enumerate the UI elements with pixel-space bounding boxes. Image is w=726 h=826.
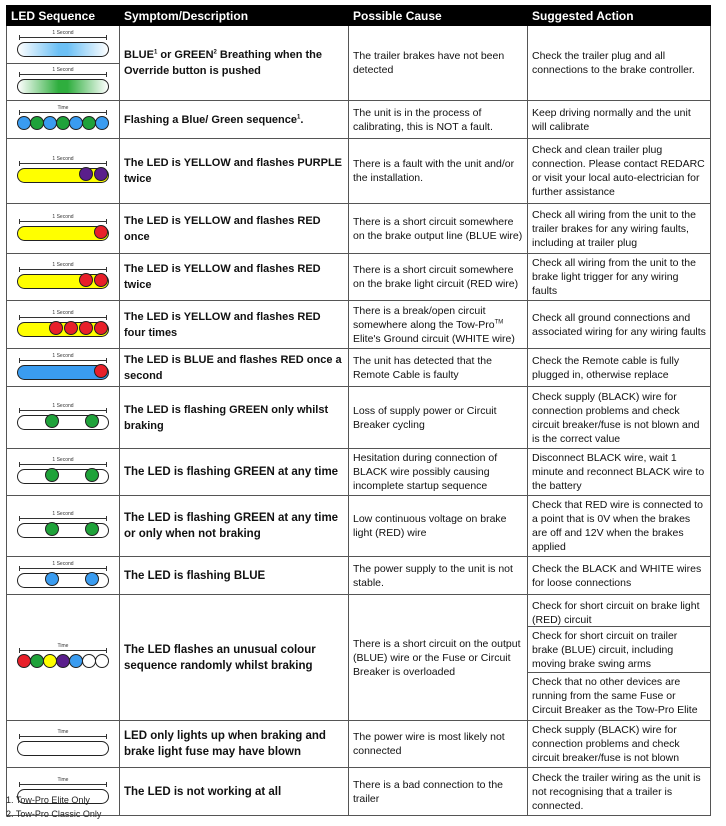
led-sequence-breathing-green (7, 64, 120, 101)
led-dot-green (30, 654, 44, 668)
led-sequence (7, 139, 120, 204)
time-scale (19, 112, 107, 113)
led-bar (17, 42, 109, 57)
time-scale (19, 317, 107, 318)
time-scale (19, 464, 107, 465)
time-scale-label: 1 Second (52, 511, 74, 517)
led-dot-blue (45, 572, 59, 586)
cause-cell: Hesitation during connection of BLACK wire possibly causing incomplete startup sequence (349, 449, 528, 496)
action-item: Check for short circuit on trailer brake (BLUE) circuit, including moving brake swing arms (528, 626, 710, 672)
led-troubleshooting-table (6, 5, 711, 816)
cause-cell: Loss of supply power or Circuit Breaker cycling (349, 387, 528, 449)
led-diagram (17, 560, 109, 588)
led-dot-green (85, 522, 99, 536)
time-scale-label: 1 Second (52, 262, 74, 268)
table-row (7, 768, 711, 816)
time-scale (19, 784, 107, 785)
led-dot-red (94, 321, 108, 335)
led-diagram-green (17, 67, 109, 94)
led-dot-green (85, 468, 99, 482)
action-cell: Check supply (BLACK) wire for connection problems and check circuit breaker/fuse is not blown (528, 721, 711, 768)
time-scale (19, 518, 107, 519)
table-row (7, 26, 711, 64)
led-dot-off (95, 654, 109, 668)
led-diagram (17, 156, 109, 183)
led-bar-off (17, 741, 109, 756)
symptom-cell: The LED is YELLOW and flashes RED twice (120, 254, 349, 301)
table-row (7, 301, 711, 349)
led-dot-red (94, 225, 108, 239)
led-sequence (7, 557, 120, 595)
symptom-text: BLUE (124, 49, 154, 61)
header-led-sequence: LED Sequence (7, 6, 120, 26)
footnote-1: 1. Tow-Pro Elite Only (6, 795, 90, 805)
symptom-cell: The LED is YELLOW and flashes RED four times (120, 301, 349, 349)
led-dot-red (79, 273, 93, 287)
header-cause: Possible Cause (349, 6, 528, 26)
led-dot-red (94, 364, 108, 378)
action-cell: Check the Remote cable is fully plugged in, otherwise replace (528, 349, 711, 387)
time-scale-label: 1 Second (52, 402, 74, 409)
table-row (7, 139, 711, 204)
led-diagram (17, 457, 109, 484)
table-row (7, 449, 711, 496)
led-diagram (17, 309, 109, 337)
led-dot-green (45, 414, 59, 428)
cause-cell: There is a bad connection to the trailer (349, 768, 528, 816)
footnote-2: 2. Tow-Pro Classic Only (6, 809, 102, 819)
led-bar (17, 79, 109, 94)
led-diagram (17, 213, 109, 241)
table-row (7, 254, 711, 301)
led-dot-purple (94, 167, 108, 181)
time-scale-label: 1 Second (52, 457, 74, 463)
led-dot-green (30, 116, 44, 130)
cause-cell: There is a short circuit on the output (BLUE) wire or the Fuse or Circuit Breaker is overloaded (349, 595, 528, 721)
time-scale-label: 1 Second (52, 560, 74, 567)
led-diagram-blue (17, 29, 109, 57)
header-action: Suggested Action (528, 6, 711, 26)
symptom-cell: The LED is flashing GREEN at any time (120, 449, 349, 496)
footnote-ref: 1 (153, 49, 158, 56)
led-sequence (7, 496, 120, 557)
led-dot-green (56, 116, 70, 130)
time-scale-label: Time (57, 642, 69, 649)
symptom-cell: The LED is YELLOW and flashes RED once (120, 204, 349, 254)
table-row (7, 204, 711, 254)
symptom-cell: The LED is flashing GREEN only whilst braking (120, 387, 349, 449)
led-sequence (7, 301, 120, 349)
time-scale (19, 360, 107, 361)
symptom-cell: LED only lights up when braking and brake light fuse may have blown (120, 721, 349, 768)
led-diagram (17, 352, 109, 380)
action-cell: Check the trailer plug and all connections to the brake controller. (528, 26, 711, 101)
time-scale (19, 221, 107, 222)
action-cell: Check supply (BLACK) wire for connection problems and check circuit breaker/fuse is not blown and is the correct value (528, 387, 711, 449)
symptom-cell (120, 26, 349, 101)
symptom-cell: The LED is YELLOW and flashes PURPLE twice (120, 139, 349, 204)
time-scale (19, 37, 107, 38)
led-dot-red (94, 273, 108, 287)
led-dot-yellow (43, 654, 57, 668)
led-sequence (7, 721, 120, 768)
symptom-text: or GREEN (157, 49, 214, 61)
led-dot-off (82, 654, 96, 668)
cause-cell: There is a short circuit somewhere on the brake light circuit (RED wire) (349, 254, 528, 301)
action-cell: Check all wiring from the unit to the brake light trigger for any wiring faults (528, 254, 711, 301)
time-scale (19, 568, 107, 569)
action-cell: Check all wiring from the unit to the trailer brakes for any wiring faults, including at trailer plug (528, 204, 711, 254)
led-dot-blue (43, 116, 57, 130)
cause-cell: The trailer brakes have not been detected (349, 26, 528, 101)
time-scale-label: 1 Second (52, 309, 74, 316)
led-sequence (7, 387, 120, 449)
cause-cell: There is a fault with the unit and/or the installation. (349, 139, 528, 204)
time-scale (19, 74, 107, 75)
led-dot-green (82, 116, 96, 130)
led-dot-green (45, 522, 59, 536)
symptom-cell: The LED is BLUE and flashes RED once a second (120, 349, 349, 387)
header-symptom: Symptom/Description (120, 6, 349, 26)
time-scale (19, 736, 107, 737)
led-diagram (17, 104, 109, 132)
led-dot-blue (85, 572, 99, 586)
led-sequence (7, 254, 120, 301)
led-dot-blue (95, 116, 109, 130)
led-sequence (7, 349, 120, 387)
symptom-cell: The LED is flashing GREEN at any time or only when not braking (120, 496, 349, 557)
led-dot-red (49, 321, 63, 335)
action-cell: Check and clean trailer plug connection. Please contact REDARC or visit your local auto-electrician for further assistance (528, 139, 711, 204)
cause-text: Elite's Ground circuit (WHITE wire) (353, 332, 515, 345)
action-cell: Disconnect BLACK wire, wait 1 minute and reconnect BLACK wire to the battery (528, 449, 711, 496)
led-dot-purple (56, 654, 70, 668)
footnote-ref: 2 (213, 49, 217, 56)
table-row (7, 496, 711, 557)
action-cell: Check the trailer wiring as the unit is not recognising that a trailer is connected. (528, 768, 711, 816)
footnote-ref: 1 (297, 113, 301, 120)
cause-cell: The unit has detected that the Remote Cable is faulty (349, 349, 528, 387)
time-scale (19, 269, 107, 270)
action-item: Check that no other devices are running from the same Fuse or Circuit Breaker as the Tow-Pro Elite (528, 672, 710, 718)
table-header-row (7, 6, 711, 26)
led-diagram (17, 642, 109, 670)
table-row (7, 595, 711, 721)
cause-cell: There is a short circuit somewhere on the brake output line (BLUE wire) (349, 204, 528, 254)
time-scale-label: 1 Second (52, 67, 74, 73)
action-cell: Check the BLACK and WHITE wires for loose connections (528, 557, 711, 595)
time-scale-label: Time (57, 729, 69, 735)
led-sequence (7, 595, 120, 721)
cause-cell: Low continuous voltage on brake light (RED) wire (349, 496, 528, 557)
led-dot-blue (69, 654, 83, 668)
led-dot-red (64, 321, 78, 335)
table-row (7, 101, 711, 139)
led-dot-green (45, 468, 59, 482)
led-dot-green (85, 414, 99, 428)
time-scale (19, 650, 107, 651)
symptom-cell: The LED is not working at all (120, 768, 349, 816)
led-sequence (7, 449, 120, 496)
table-row (7, 387, 711, 449)
action-cell: Check all ground connections and associated wiring for any wiring faults (528, 301, 711, 349)
time-scale-label: 1 Second (52, 213, 74, 220)
time-scale (19, 163, 107, 164)
table-row (7, 349, 711, 387)
action-cell: Check that RED wire is connected to a point that is 0V when the brakes are off and 12V when the brakes applied (528, 496, 711, 557)
cause-text: There is a break/open circuit somewhere along the Tow-Pro (353, 304, 495, 331)
action-cell: Keep driving normally and the unit will calibrate (528, 101, 711, 139)
symptom-text: Breathing when the Override button is pushed (124, 49, 322, 77)
led-sequence-blue-green (7, 101, 120, 139)
time-scale-label: Time (57, 776, 69, 783)
led-dot-blue (17, 116, 31, 130)
led-sequence-breathing-blue (7, 26, 120, 64)
led-dot-red (17, 654, 31, 668)
time-scale-label: 1 Second (52, 352, 74, 359)
symptom-cell: The LED is flashing BLUE (120, 557, 349, 595)
led-diagram (17, 511, 109, 538)
cause-cell (349, 301, 528, 349)
led-dot-purple (79, 167, 93, 181)
action-item: Check for short circuit on brake light (RED) circuit (532, 600, 700, 626)
led-diagram (17, 402, 109, 430)
led-dot-red (79, 321, 93, 335)
time-scale (19, 410, 107, 411)
led-diagram (17, 729, 109, 756)
cause-cell: The power wire is most likely not connected (349, 721, 528, 768)
trademark-mark: TM (494, 319, 504, 325)
time-scale-label: 1 Second (52, 156, 74, 162)
led-diagram (17, 262, 109, 289)
led-dot-blue (69, 116, 83, 130)
table-row (7, 721, 711, 768)
symptom-cell (120, 101, 349, 139)
cause-cell: The power supply to the unit is not stable. (349, 557, 528, 595)
time-scale-label: Time (57, 104, 69, 111)
cause-cell: The unit is in the process of calibrating, this is NOT a fault. (349, 101, 528, 139)
action-cell (528, 595, 711, 721)
symptom-cell: The LED flashes an unusual colour sequence randomly whilst braking (120, 595, 349, 721)
symptom-text: . (300, 113, 304, 126)
time-scale-label: 1 Second (52, 29, 74, 36)
table-row (7, 557, 711, 595)
led-sequence (7, 204, 120, 254)
symptom-text: Flashing a Blue/ Green sequence (124, 113, 297, 126)
